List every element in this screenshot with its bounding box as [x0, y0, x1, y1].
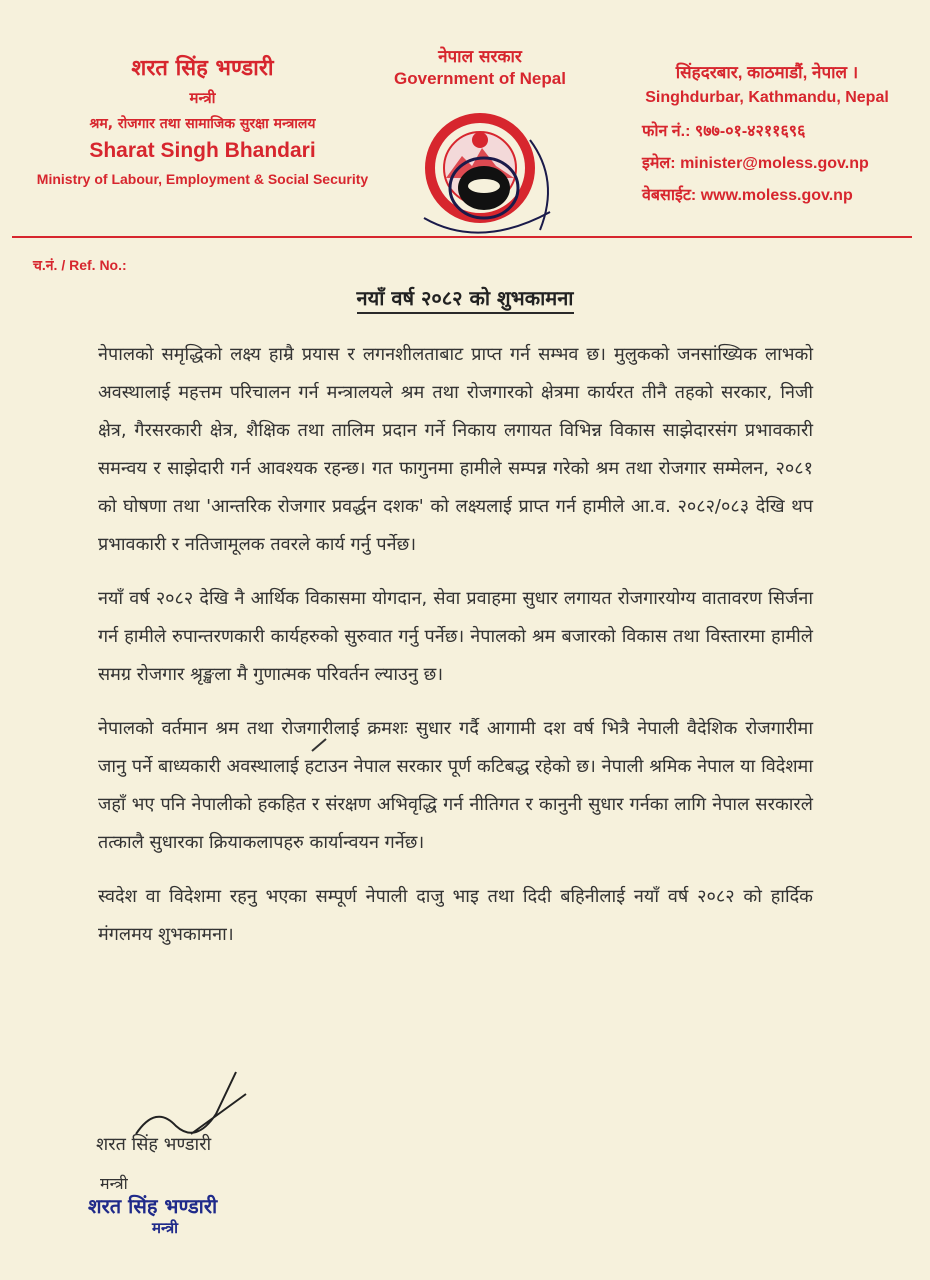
signatory-title: मन्त्री: [100, 1174, 128, 1193]
government-emblem-icon: [410, 100, 570, 270]
email-label: इमेल:: [642, 155, 676, 172]
stamp-title: मन्त्री: [152, 1219, 179, 1237]
paragraph-1: नेपालको समृद्धिको लक्ष्य हाम्रै प्रयास र लगनशीलताबाट प्राप्त गर्न सम्भव छ। मुलुकको जनसांख्यिक लाभको अवस्थालाई महत्तम परिचालन गर्न मन्त्रालयले श्रम तथा रोजगारको क्षेत्रमा कार्यरत तीनै तहको सरकार, निजी क्षेत्र, गैरसरकारी क्षेत्र, शैक्षिक तथा तालिम प्रदान गर्ने निकाय लगायत विभिन्न विकास साझेदारसंग प्रभावकारी समन्वय र साझेदारी गर्न आवश्यक रहन्छ। गत फागुनमा हामीले सम्पन्न गरेको श्रम तथा रोजगार सम्मेलन, २०८१ को घोषणा तथा 'आन्तरिक रोजगार प्रवर्द्धन दशक' को लक्ष्यलाई प्राप्त गर्न हामीले आ.व. २०८२/०८३ देखि थप प्रभावकारी र नतिजामूलक तवरले कार्य गर्नु पर्नेछ।: [98, 344, 813, 555]
email-value[interactable]: minister@moless.gov.np: [680, 155, 869, 172]
ministry-name-ne: श्रम, रोजगार तथा सामाजिक सुरक्षा मन्त्रालय: [89, 116, 316, 132]
minister-name-en: Sharat Singh Bhandari: [89, 139, 316, 162]
website-row: [612, 183, 922, 205]
phone-row: [612, 119, 922, 141]
pen-mark-icon: [310, 735, 330, 755]
minister-name-ne: शरत सिंह भण्डारी: [131, 56, 274, 81]
paragraph-4: स्वदेश वा विदेशमा रहनु भएका सम्पूर्ण नेपाली दाजु भाइ तथा दिदी बहिनीलाई नयाँ वर्ष २०८२ को हार्दिक मंगलमय शुभकामना।: [98, 886, 813, 945]
letter-body: [98, 336, 813, 970]
letter-title: [0, 284, 930, 311]
email-row: [612, 151, 922, 173]
ministry-name-en: Ministry of Labour, Employment & Social Security: [36, 171, 369, 187]
phone-label: फोन नं.:: [642, 123, 691, 140]
letterhead-right: [612, 60, 922, 215]
reference-number-label: च.नं. / Ref. No.:: [33, 257, 127, 273]
signatory-name: शरत सिंह भण्डारी: [96, 1134, 212, 1155]
address-en: Singhdurbar, Kathmandu, Nepal: [645, 89, 889, 106]
paragraph-2: नयाँ वर्ष २०८२ देखि नै आर्थिक विकासमा योगदान, सेवा प्रवाहमा सुधार लगायत रोजगारयोग्य वातावरण सिर्जना गर्न हामीले रुपान्तरणकारी कार्यहरुको सुरुवात गर्नु पर्नेछ। नेपालको श्रम बजारको विकास तथा विस्तारमा हामीले समग्र रोजगार श्रृङ्खला मै गुणात्मक परिवर्तन ल्याउनु छ।: [98, 588, 813, 685]
paragraph-3: नेपालको वर्तमान श्रम तथा रोजगारीलाई क्रमशः सुधार गर्दै आगामी दश वर्ष भित्रै नेपाली वैदेशिक रोजगारीमा जानु पर्ने बाध्यकारी अवस्थालाई हटाउन नेपाल सरकार पूर्ण कटिबद्ध रहेको छ। नेपाली श्रमिक नेपाल या विदेशमा जहाँ भए पनि नेपालीको हकहित र संरक्षण अभिवृद्धि गर्न नीतिगत र कानुनी सुधार गर्नका लागि नेपाल सरकारले तत्कालै सुधारका क्रियाकलापहरु कार्यान्वयन गर्नेछ।: [98, 718, 813, 853]
government-name-en: Government of Nepal: [394, 69, 566, 88]
website-value[interactable]: www.moless.gov.np: [700, 187, 853, 204]
phone-value: ९७७-०१-४२११६९६: [694, 123, 806, 140]
government-name-ne: नेपाल सरकार: [438, 47, 522, 67]
letterhead-left: [10, 52, 395, 187]
letterhead-center: [372, 44, 588, 89]
stamp-name: शरत सिंह भण्डारी: [88, 1194, 218, 1218]
letterhead-divider: [12, 236, 912, 238]
address-ne: सिंहदरबार, काठमाडौं, नेपाल ।: [675, 63, 859, 82]
letter-title-text: नयाँ वर्ष २०८२ को शुभकामना: [357, 286, 574, 314]
minister-title-ne: मन्त्री: [189, 89, 216, 107]
website-label: वेबसाईट:: [642, 187, 697, 204]
